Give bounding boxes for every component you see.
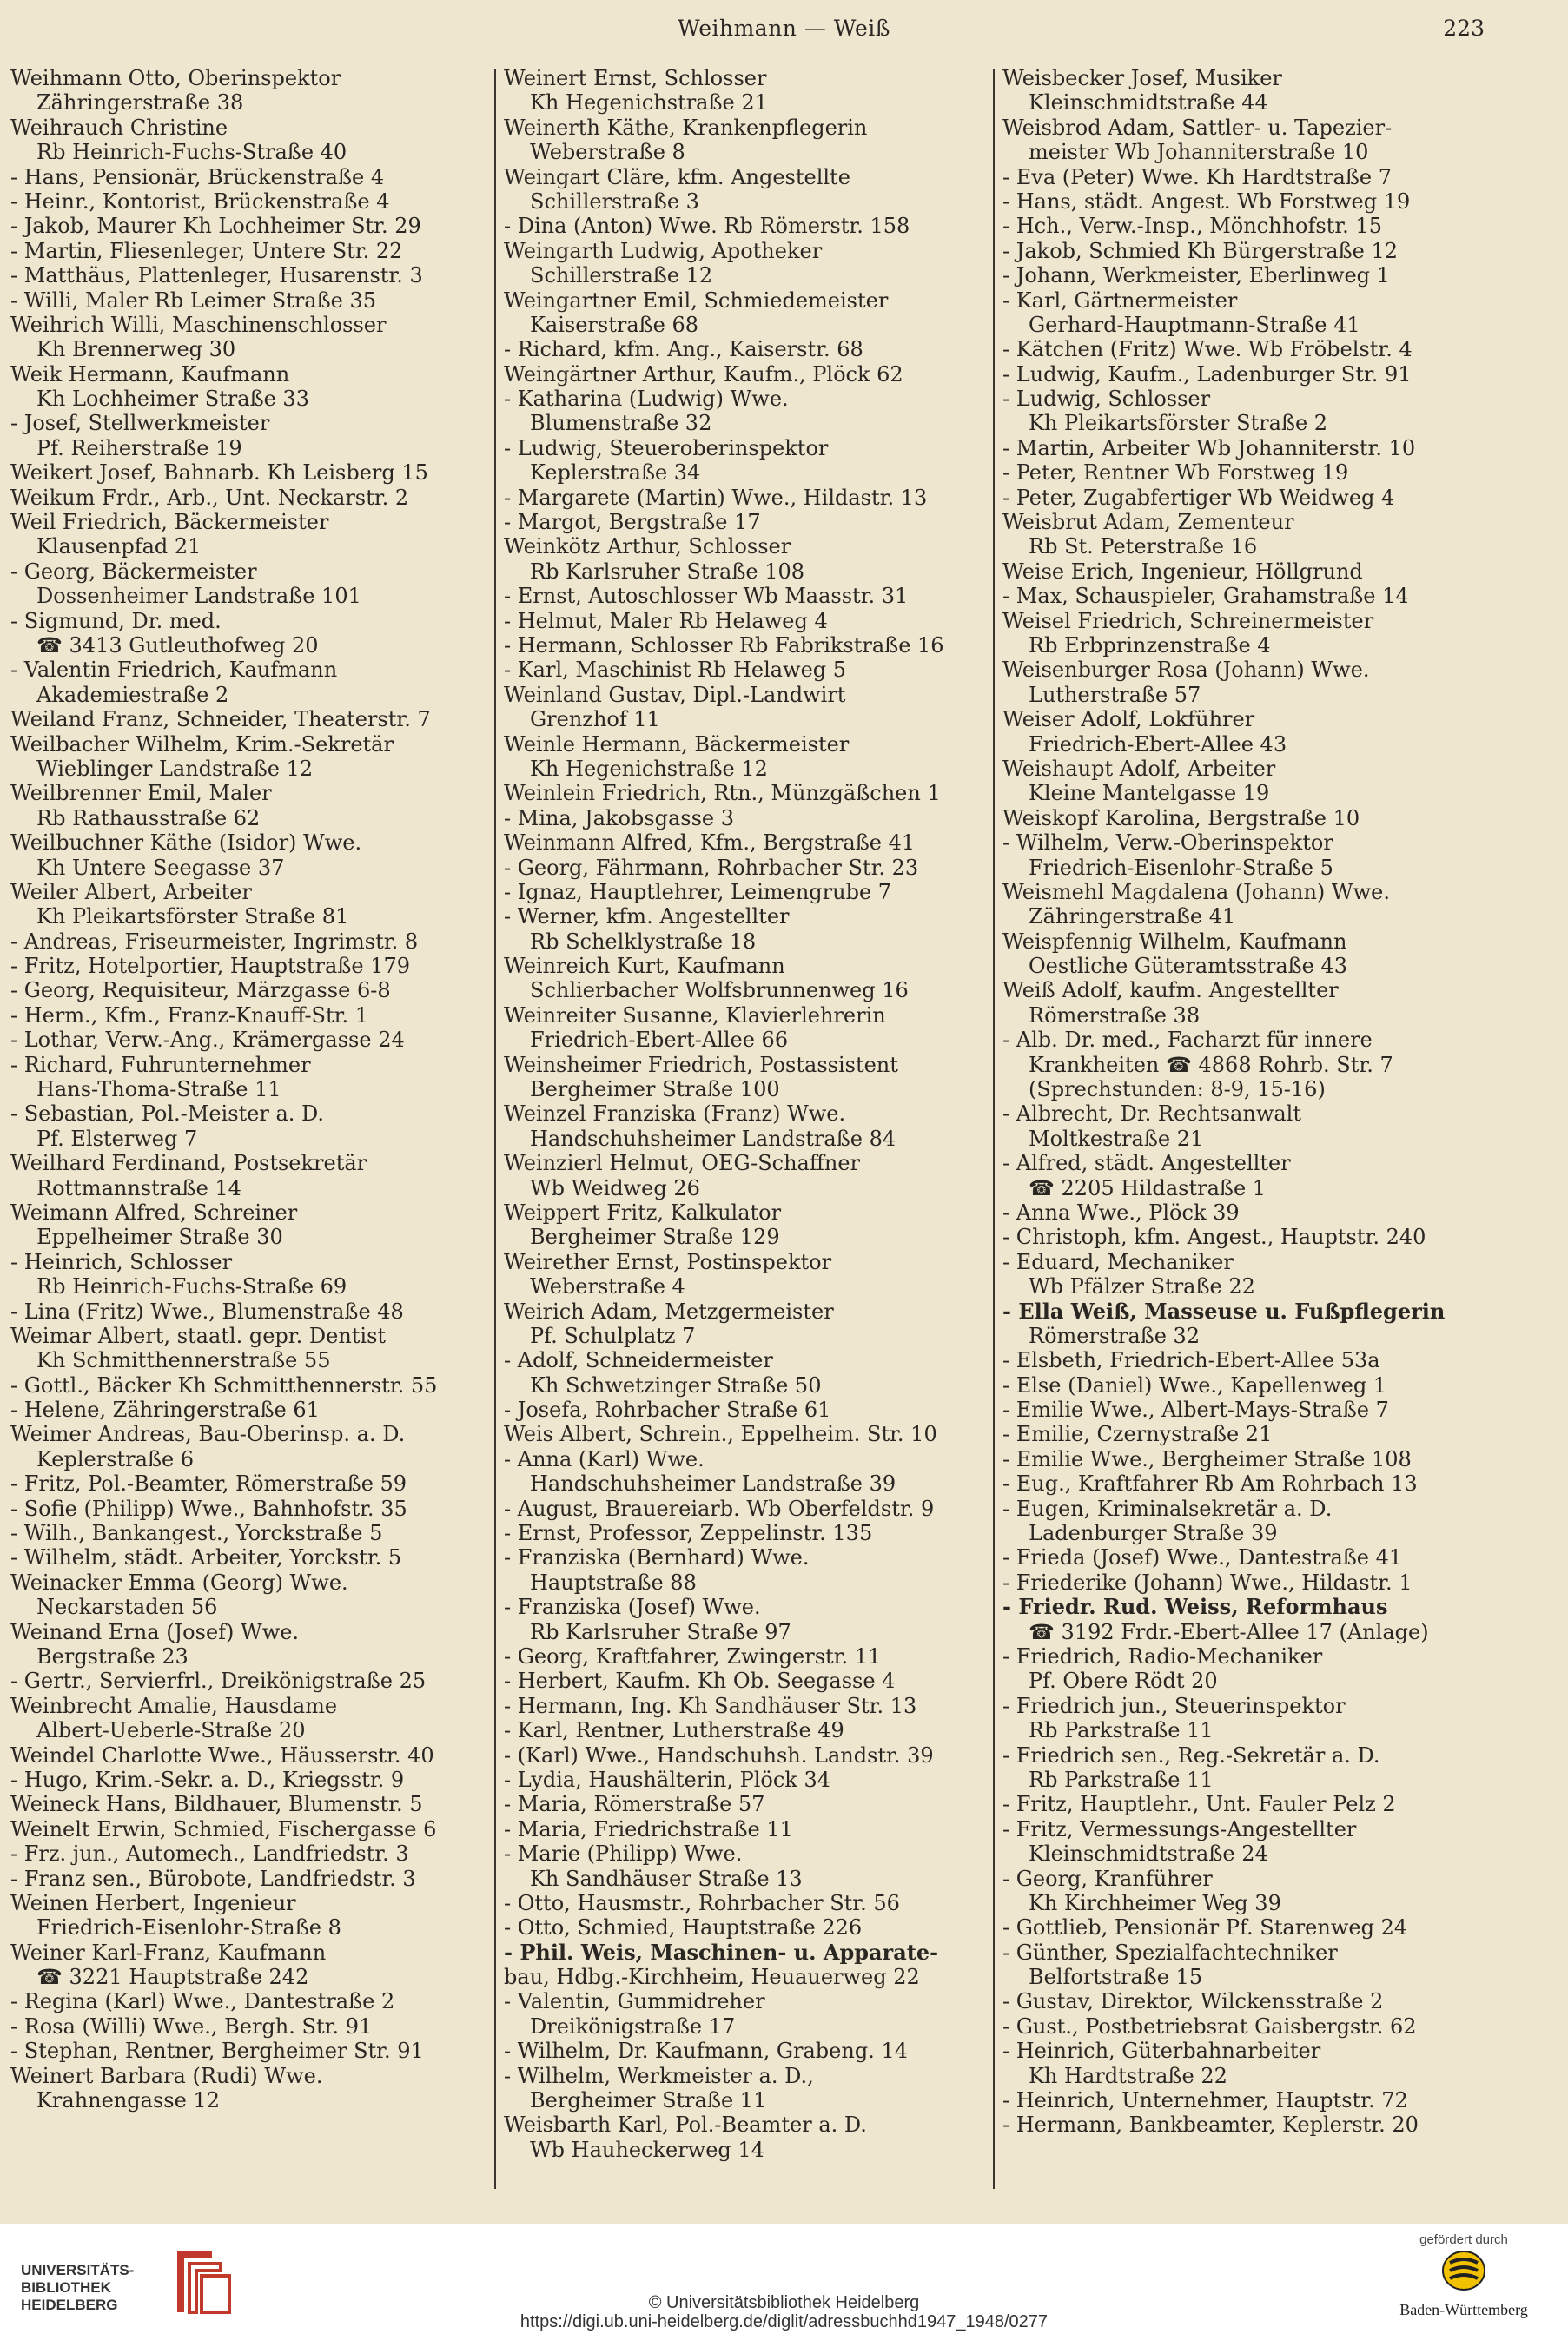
- directory-line: Rb Erbprinzenstraße 4: [1029, 632, 1271, 658]
- directory-line: - Franziska (Bernhard) Wwe.: [504, 1545, 810, 1570]
- directory-line: Pf. Reiherstraße 19: [36, 435, 242, 460]
- directory-line: - Dina (Anton) Wwe. Rb Römerstr. 158: [504, 214, 910, 239]
- directory-line: - Valentin Friedrich, Kaufmann: [10, 658, 338, 683]
- directory-line: Ladenburger Straße 39: [1029, 1521, 1278, 1546]
- directory-line: - Heinrich, Güterbahnarbeiter: [1002, 2039, 1321, 2064]
- directory-line: Weisbecker Josef, Musiker: [1002, 66, 1282, 90]
- directory-line: Keplerstraße 6: [36, 1446, 195, 1471]
- directory-line: - Gust., Postbetriebsrat Gaisbergstr. 62: [1002, 2013, 1417, 2039]
- directory-line: Weinerth Käthe, Krankenpflegerin: [504, 115, 868, 140]
- directory-line: Weiser Adolf, Lokführer: [1002, 707, 1255, 732]
- directory-line: Weineck Hans, Bildhauer, Blumenstr. 5: [10, 1792, 423, 1817]
- directory-line: - Rosa (Willi) Wwe., Bergh. Str. 91: [10, 2013, 373, 2039]
- directory-line: - Else (Daniel) Wwe., Kapellenweg 1: [1002, 1372, 1387, 1398]
- directory-line: Zähringerstraße 41: [1029, 904, 1236, 929]
- directory-line: - Hch., Verw.-Insp., Mönchhofstr. 15: [1002, 214, 1382, 239]
- directory-line: ☎ 3221 Hauptstraße 242: [36, 1965, 309, 1990]
- directory-line: Bergheimer Straße 100: [530, 1077, 780, 1102]
- directory-line: - Jakob, Schmied Kh Bürgerstraße 12: [1002, 238, 1399, 263]
- directory-line: Weisbrut Adam, Zementeur: [1002, 510, 1294, 535]
- directory-line: - Margot, Bergstraße 17: [504, 510, 761, 535]
- directory-line: (Sprechstunden: 8-9, 15-16): [1029, 1077, 1326, 1102]
- permalink[interactable]: https://digi.ub.uni-heidelberg.de/diglit/adressbuchhd1947_1948/0277: [519, 2312, 1049, 2331]
- directory-line: Weirether Ernst, Postinspektor: [504, 1249, 832, 1274]
- directory-line: Kh Lochheimer Straße 33: [36, 387, 309, 412]
- directory-line: - Gustav, Direktor, Wilckensstraße 2: [1002, 1989, 1384, 2014]
- directory-line: - Katharina (Ludwig) Wwe.: [504, 387, 789, 412]
- directory-line: Weinmann Alfred, Kfm., Bergstraße 41: [504, 830, 916, 856]
- directory-line: - Georg, Kraftfahrer, Zwingerstr. 11: [504, 1644, 882, 1669]
- directory-line: Kh Untere Seegasse 37: [36, 855, 285, 880]
- directory-line: Wb Hauheckerweg 14: [530, 2137, 764, 2162]
- directory-line: - Gottlieb, Pensionär Pf. Starenweg 24: [1002, 1915, 1408, 1941]
- directory-line: Rottmannstraße 14: [36, 1175, 241, 1200]
- directory-line: - Johann, Werkmeister, Eberlinweg 1: [1002, 263, 1390, 288]
- directory-line: - Hans, Pensionär, Brückenstraße 4: [10, 164, 385, 189]
- directory-line: - Otto, Hausmstr., Rohrbacher Str. 56: [504, 1890, 900, 1915]
- directory-line: - Georg, Requisiteur, Märzgasse 6-8: [10, 978, 391, 1003]
- directory-line: Pf. Obere Rödt 20: [1029, 1669, 1218, 1694]
- directory-line: - Fritz, Hotelportier, Hauptstraße 179: [10, 954, 411, 979]
- directory-line: Bergheimer Straße 129: [530, 1225, 780, 1250]
- directory-line: Weik Hermann, Kaufmann: [10, 361, 290, 387]
- directory-line: - Lina (Fritz) Wwe., Blumenstraße 48: [10, 1299, 404, 1324]
- directory-line: - Wilhelm, Verw.-Oberinspektor: [1002, 830, 1333, 856]
- directory-line: Weise Erich, Ingenieur, Höllgrund: [1002, 559, 1363, 584]
- directory-line: Dossenheimer Landstraße 101: [36, 584, 361, 609]
- directory-line: Eppelheimer Straße 30: [36, 1225, 283, 1250]
- directory-line: - Elsbeth, Friedrich-Ebert-Allee 53a: [1002, 1348, 1380, 1373]
- directory-line: Kh Schmitthennerstraße 55: [36, 1348, 331, 1373]
- funding-logo[interactable]: [1377, 2232, 1551, 2328]
- directory-line: Rb Parkstraße 11: [1029, 1767, 1214, 1792]
- directory-line: - Emilie Wwe., Bergheimer Straße 108: [1002, 1446, 1412, 1471]
- directory-line: Weisbarth Karl, Pol.-Beamter a. D.: [504, 2113, 867, 2138]
- directory-line: - Gottl., Bäcker Kh Schmitthennerstr. 55: [10, 1372, 438, 1398]
- directory-line: ☎ 2205 Hildastraße 1: [1029, 1175, 1267, 1200]
- library-name-line: BIBLIOTHEK: [21, 2279, 111, 2296]
- directory-line: Rb Heinrich-Fuchs-Straße 69: [36, 1274, 347, 1299]
- directory-line: Wieblinger Landstraße 12: [36, 756, 314, 781]
- column-divider: [993, 69, 995, 2189]
- directory-line: - Wilhelm, Dr. Kaufmann, Grabeng. 14: [504, 2039, 908, 2064]
- directory-line: - Richard, Fuhrunternehmer: [10, 1052, 311, 1077]
- directory-line: Rb Rathausstraße 62: [36, 805, 261, 830]
- directory-line: - Ignaz, Hauptlehrer, Leimengrube 7: [504, 879, 892, 904]
- directory-line: Weimer Andreas, Bau-Oberinsp. a. D.: [10, 1422, 406, 1447]
- directory-line: - Peter, Zugabfertiger Wb Weidweg 4: [1002, 485, 1395, 510]
- directory-line: Blumenstraße 32: [530, 411, 712, 436]
- directory-line: - Hans, städt. Angest. Wb Forstweg 19: [1002, 188, 1411, 214]
- library-name-line: UNIVERSITÄTS-: [21, 2262, 135, 2278]
- directory-line: - Max, Schauspieler, Grahamstraße 14: [1002, 584, 1409, 609]
- directory-line: - Sebastian, Pol.-Meister a. D.: [10, 1101, 325, 1127]
- directory-line: Weiner Karl-Franz, Kaufmann: [10, 1940, 327, 1965]
- directory-line: - Frieda (Josef) Wwe., Dantestraße 41: [1002, 1545, 1403, 1570]
- directory-line: - Richard, kfm. Ang., Kaiserstr. 68: [504, 337, 863, 362]
- directory-line: Kh Schwetzinger Straße 50: [530, 1372, 822, 1398]
- directory-line: - Ludwig, Kaufm., Ladenburger Str. 91: [1002, 361, 1412, 387]
- directory-line: Kh Hardtstraße 22: [1029, 2063, 1227, 2088]
- directory-line: Weindel Charlotte Wwe., Häusserstr. 40: [10, 1742, 434, 1768]
- directory-line: Neckarstaden 56: [36, 1595, 218, 1620]
- directory-line: - Albrecht, Dr. Rechtsanwalt: [1002, 1101, 1301, 1127]
- directory-line: - Valentin, Gummidreher: [504, 1989, 765, 2014]
- directory-line: Schillerstraße 3: [530, 188, 699, 214]
- directory-line: Weinland Gustav, Dipl.-Landwirt: [504, 682, 846, 707]
- directory-line: - Margarete (Martin) Wwe., Hildastr. 13: [504, 485, 928, 510]
- directory-line: Weingarth Ludwig, Apotheker: [504, 238, 823, 263]
- directory-line: - Josefa, Rohrbacher Straße 61: [504, 1398, 831, 1423]
- directory-line: Weisenburger Rosa (Johann) Wwe.: [1002, 658, 1370, 683]
- directory-line: - Frz. jun., Automech., Landfriedstr. 3: [10, 1841, 409, 1867]
- directory-line: - Friedr. Rud. Weiss, Reformhaus: [1002, 1595, 1388, 1620]
- directory-line: Friedrich-Eisenlohr-Straße 8: [36, 1915, 341, 1941]
- directory-line: - Maria, Römerstraße 57: [504, 1792, 765, 1817]
- directory-line: - Georg, Kranführer: [1002, 1866, 1213, 1891]
- directory-line: - Franziska (Josef) Wwe.: [504, 1595, 761, 1620]
- directory-line: Weinacker Emma (Georg) Wwe.: [10, 1570, 348, 1595]
- directory-line: - Hugo, Krim.-Sekr. a. D., Kriegsstr. 9: [10, 1767, 405, 1792]
- directory-line: - Karl, Rentner, Lutherstraße 49: [504, 1718, 844, 1743]
- directory-line: Weiß Adolf, kaufm. Angestellter: [1002, 978, 1339, 1003]
- directory-line: Rb Schelklystraße 18: [530, 929, 757, 954]
- directory-line: - Georg, Bäckermeister: [10, 559, 257, 584]
- directory-line: - Mina, Jakobsgasse 3: [504, 805, 735, 830]
- directory-line: Römerstraße 38: [1029, 1002, 1201, 1028]
- directory-line: - Christoph, kfm. Angest., Hauptstr. 240: [1002, 1225, 1426, 1250]
- directory-line: ☎ 3413 Gutleuthofweg 20: [36, 632, 319, 658]
- directory-line: - Wilhelm, Werkmeister a. D.,: [504, 2063, 814, 2088]
- directory-line: Schillerstraße 12: [530, 263, 713, 288]
- directory-line: - Sofie (Philipp) Wwe., Bahnhofstr. 35: [10, 1496, 407, 1521]
- directory-line: Weinen Herbert, Ingenieur: [10, 1890, 296, 1915]
- directory-line: - Karl, Maschinist Rb Helaweg 5: [504, 658, 847, 683]
- directory-line: Wb Weidweg 26: [530, 1175, 700, 1200]
- directory-line: Kh Pleikartsförster Straße 2: [1029, 411, 1328, 436]
- directory-line: ☎ 3192 Frdr.-Ebert-Allee 17 (Anlage): [1029, 1619, 1429, 1644]
- state-coat-of-arms-icon: [1438, 2247, 1490, 2294]
- directory-line: Rb Parkstraße 11: [1029, 1718, 1214, 1743]
- directory-line: Dreikönigstraße 17: [530, 2013, 736, 2039]
- library-name-line: HEIDELBERG: [21, 2297, 118, 2313]
- directory-line: - Adolf, Schneidermeister: [504, 1348, 773, 1373]
- directory-line: Kh Pleikartsförster Straße 81: [36, 904, 349, 929]
- directory-line: Friedrich-Eisenlohr-Straße 5: [1029, 855, 1333, 880]
- directory-line: Weil Friedrich, Bäckermeister: [10, 510, 329, 535]
- column-divider: [494, 69, 496, 2189]
- directory-line: - Alb. Dr. med., Facharzt für innere: [1002, 1028, 1373, 1053]
- directory-line: Bergheimer Straße 11: [530, 2088, 767, 2113]
- directory-line: - (Karl) Wwe., Handschuhsh. Landstr. 39: [504, 1742, 934, 1768]
- directory-line: Weberstraße 4: [530, 1274, 685, 1299]
- directory-line: Wb Pfälzer Straße 22: [1029, 1274, 1255, 1299]
- directory-line: Handschuhsheimer Landstraße 84: [530, 1126, 896, 1151]
- directory-line: - Regina (Karl) Wwe., Dantestraße 2: [10, 1989, 395, 2014]
- directory-line: Rb Heinrich-Fuchs-Straße 40: [36, 140, 347, 165]
- directory-line: Römerstraße 32: [1029, 1323, 1201, 1348]
- directory-line: - Alfred, städt. Angestellter: [1002, 1151, 1291, 1176]
- directory-line: - Heinrich, Unternehmer, Hauptstr. 72: [1002, 2088, 1408, 2113]
- directory-line: - Anna Wwe., Plöck 39: [1002, 1200, 1240, 1225]
- directory-line: - Franz sen., Bürobote, Landfriedstr. 3: [10, 1866, 416, 1891]
- directory-line: - Emilie, Czernystraße 21: [1002, 1422, 1273, 1447]
- viewer-footer: [0, 2224, 1568, 2334]
- directory-line: Kh Sandhäuser Straße 13: [530, 1866, 803, 1891]
- directory-line: Weinzierl Helmut, OEG-Schaffner: [504, 1151, 861, 1176]
- directory-line: - Fritz, Hauptlehr., Unt. Fauler Pelz 2: [1002, 1792, 1396, 1817]
- directory-line: Kh Hegenichstraße 12: [530, 756, 768, 781]
- directory-line: Krahnengasse 12: [36, 2088, 220, 2113]
- directory-line: Weimann Alfred, Schreiner: [10, 1200, 298, 1225]
- column-1: [10, 66, 489, 2198]
- directory-line: Gerhard-Hauptmann-Straße 41: [1029, 312, 1360, 337]
- directory-line: Weinlein Friedrich, Rtn., Münzgäßchen 1: [504, 781, 941, 806]
- copyright-notice: © Universitätsbibliothek Heidelberg: [648, 2293, 920, 2312]
- directory-line: - Wilhelm, städt. Arbeiter, Yorckstr. 5: [10, 1545, 402, 1570]
- directory-line: Kleinschmidtstraße 44: [1029, 90, 1268, 116]
- directory-line: Kh Brennerweg 30: [36, 337, 236, 362]
- directory-line: - Eugen, Kriminalsekretär a. D.: [1002, 1496, 1333, 1521]
- directory-line: Weikert Josef, Bahnarb. Kh Leisberg 15: [10, 460, 428, 486]
- directory-line: Weiland Franz, Schneider, Theaterstr. 7: [10, 707, 431, 732]
- page-number: 223: [1443, 16, 1485, 41]
- directory-line: Albert-Ueberle-Straße 20: [36, 1718, 306, 1743]
- directory-line: Weinkötz Arthur, Schlosser: [504, 534, 791, 559]
- directory-line: Weinzel Franziska (Franz) Wwe.: [504, 1101, 846, 1127]
- directory-line: - Helene, Zähringerstraße 61: [10, 1398, 320, 1423]
- directory-line: - Willi, Maler Rb Leimer Straße 35: [10, 288, 377, 313]
- directory-line: - Friederike (Johann) Wwe., Hildastr. 1: [1002, 1570, 1413, 1595]
- directory-line: - Ludwig, Schlosser: [1002, 387, 1211, 412]
- directory-line: Weingartner Emil, Schmiedemeister: [504, 288, 889, 313]
- directory-line: Kleinschmidtstraße 24: [1029, 1841, 1268, 1867]
- directory-line: - Eva (Peter) Wwe. Kh Hardtstraße 7: [1002, 164, 1392, 189]
- directory-line: - Eduard, Mechaniker: [1002, 1249, 1234, 1274]
- directory-line: - Georg, Fährmann, Rohrbacher Str. 23: [504, 855, 919, 880]
- directory-line: - Josef, Stellwerkmeister: [10, 411, 270, 436]
- directory-line: - Andreas, Friseurmeister, Ingrimstr. 8: [10, 929, 419, 954]
- directory-line: Weisel Friedrich, Schreinermeister: [1002, 608, 1374, 633]
- directory-line: - Phil. Weis, Maschinen- u. Apparate-: [504, 1940, 939, 1965]
- directory-line: - Maria, Friedrichstraße 11: [504, 1816, 793, 1841]
- directory-line: Klausenpfad 21: [36, 534, 202, 559]
- column-2: [504, 66, 987, 2198]
- directory-line: Weilbacher Wilhelm, Krim.-Sekretär: [10, 731, 394, 757]
- directory-line: Friedrich-Ebert-Allee 43: [1029, 731, 1287, 757]
- directory-line: Weishaupt Adolf, Arbeiter: [1002, 756, 1276, 781]
- directory-line: - Emilie Wwe., Albert-Mays-Straße 7: [1002, 1398, 1389, 1423]
- directory-line: Weinsheimer Friedrich, Postassistent: [504, 1052, 898, 1077]
- directory-line: Friedrich-Ebert-Allee 66: [530, 1028, 789, 1053]
- directory-line: Lutherstraße 57: [1029, 682, 1201, 707]
- directory-line: Weirich Adam, Metzgermeister: [504, 1299, 834, 1324]
- directory-line: - Hermann, Ing. Kh Sandhäuser Str. 13: [504, 1693, 917, 1718]
- directory-line: Weismehl Magdalena (Johann) Wwe.: [1002, 879, 1390, 904]
- directory-line: Weispfennig Wilhelm, Kaufmann: [1002, 929, 1347, 954]
- directory-line: - Peter, Rentner Wb Forstweg 19: [1002, 460, 1349, 486]
- directory-line: Weinbrecht Amalie, Hausdame: [10, 1693, 338, 1718]
- directory-line: - Günther, Spezialfachtechniker: [1002, 1940, 1338, 1965]
- directory-line: Weinert Barbara (Rudi) Wwe.: [10, 2063, 323, 2088]
- directory-line: Pf. Elsterweg 7: [36, 1126, 198, 1151]
- directory-line: - Heinr., Kontorist, Brückenstraße 4: [10, 188, 390, 214]
- directory-line: - Wilh., Bankangest., Yorckstraße 5: [10, 1521, 383, 1546]
- directory-line: - Sigmund, Dr. med.: [10, 608, 222, 633]
- directory-line: Kaiserstraße 68: [530, 312, 699, 337]
- directory-line: Weinreich Kurt, Kaufmann: [504, 954, 785, 979]
- directory-line: - Gertr., Servierfrl., Dreikönigstraße 25: [10, 1669, 427, 1694]
- directory-line: - Marie (Philipp) Wwe.: [504, 1841, 743, 1867]
- directory-line: Oestliche Güteramtsstraße 43: [1029, 954, 1348, 979]
- directory-line: Weinreiter Susanne, Klavierlehrerin: [504, 1002, 886, 1028]
- directory-line: Handschuhsheimer Landstraße 39: [530, 1471, 896, 1497]
- directory-line: Rb Karlsruher Straße 97: [530, 1619, 791, 1644]
- directory-line: - Kätchen (Fritz) Wwe. Wb Fröbelstr. 4: [1002, 337, 1413, 362]
- running-title: Weihmann — Weiß: [678, 16, 890, 41]
- directory-line: Schlierbacher Wolfsbrunnenweg 16: [530, 978, 909, 1003]
- directory-line: Weinelt Erwin, Schmied, Fischergasse 6: [10, 1816, 437, 1841]
- directory-line: - Herm., Kfm., Franz-Knauff-Str. 1: [10, 1002, 368, 1028]
- directory-line: Weihrich Willi, Maschinenschlosser: [10, 312, 387, 337]
- directory-line: Moltkestraße 21: [1029, 1126, 1204, 1151]
- directory-line: Weimar Albert, staatl. gepr. Dentist: [10, 1323, 387, 1348]
- directory-line: Kleine Mantelgasse 19: [1029, 781, 1270, 806]
- directory-line: - Eug., Kraftfahrer Rb Am Rohrbach 13: [1002, 1471, 1418, 1497]
- directory-line: Weinle Hermann, Bäckermeister: [504, 731, 850, 757]
- directory-line: - Ella Weiß, Masseuse u. Fußpflegerin: [1002, 1299, 1446, 1324]
- directory-line: - Heinrich, Schlosser: [10, 1249, 233, 1274]
- directory-line: Weingärtner Arthur, Kaufm., Plöck 62: [504, 361, 903, 387]
- directory-line: - Martin, Fliesenleger, Untere Str. 22: [10, 238, 403, 263]
- directory-line: Weinert Ernst, Schlosser: [504, 66, 767, 90]
- directory-line: - Friedrich, Radio-Mechaniker: [1002, 1644, 1323, 1669]
- directory-line: - Ludwig, Steueroberinspektor: [504, 435, 829, 460]
- directory-line: - Helmut, Maler Rb Helaweg 4: [504, 608, 828, 633]
- directory-line: - Karl, Gärtnermeister: [1002, 288, 1238, 313]
- directory-line: bau, Hdbg.-Kirchheim, Heuauerweg 22: [504, 1965, 920, 1990]
- directory-line: Weihmann Otto, Oberinspektor: [10, 66, 341, 90]
- directory-line: Weilhard Ferdinand, Postsekretär: [10, 1151, 367, 1176]
- directory-line: - Anna (Karl) Wwe.: [504, 1446, 705, 1471]
- directory-line: Weberstraße 8: [530, 140, 685, 165]
- directory-line: - Hermann, Schlosser Rb Fabrikstraße 16: [504, 632, 944, 658]
- directory-line: Pf. Schulplatz 7: [530, 1323, 696, 1348]
- state-name: Baden-Württemberg: [1399, 2301, 1528, 2318]
- directory-line: - Herbert, Kaufm. Kh Ob. Seegasse 4: [504, 1669, 896, 1694]
- directory-line: - Martin, Arbeiter Wb Johanniterstr. 10: [1002, 435, 1416, 460]
- directory-line: Krankheiten ☎ 4868 Rohrb. Str. 7: [1029, 1052, 1393, 1077]
- directory-line: - Stephan, Rentner, Bergheimer Str. 91: [10, 2039, 424, 2064]
- directory-line: Weinand Erna (Josef) Wwe.: [10, 1619, 300, 1644]
- directory-line: Rb Karlsruher Straße 108: [530, 559, 804, 584]
- directory-line: - August, Brauereiarb. Wb Oberfeldstr. 9: [504, 1496, 935, 1521]
- directory-line: Weis Albert, Schrein., Eppelheim. Str. 10: [504, 1422, 937, 1447]
- directory-line: Belfortstraße 15: [1029, 1965, 1203, 1990]
- directory-line: meister Wb Johanniterstraße 10: [1029, 140, 1369, 165]
- directory-line: - Otto, Schmied, Hauptstraße 226: [504, 1915, 863, 1941]
- directory-line: Weiskopf Karolina, Bergstraße 10: [1002, 805, 1360, 830]
- directory-line: Bergstraße 23: [36, 1644, 189, 1669]
- directory-line: Kh Kirchheimer Weg 39: [1029, 1890, 1281, 1915]
- directory-line: - Jakob, Maurer Kh Lochheimer Str. 29: [10, 214, 421, 239]
- directory-line: Weingart Cläre, kfm. Angestellte: [504, 164, 850, 189]
- directory-line: Keplerstraße 34: [530, 460, 701, 486]
- directory-line: Weiler Albert, Arbeiter: [10, 879, 252, 904]
- directory-line: - Friedrich jun., Steuerinspektor: [1002, 1693, 1346, 1718]
- directory-line: Weilbuchner Käthe (Isidor) Wwe.: [10, 830, 362, 856]
- directory-line: - Lothar, Verw.-Ang., Krämergasse 24: [10, 1028, 405, 1053]
- directory-line: - Ernst, Autoschlosser Wb Maasstr. 31: [504, 584, 909, 609]
- directory-line: Grenzhof 11: [530, 707, 660, 732]
- directory-line: - Werner, kfm. Angestellter: [504, 904, 790, 929]
- page-header: [0, 16, 1568, 50]
- directory-line: Rb St. Peterstraße 16: [1029, 534, 1258, 559]
- directory-line: - Lydia, Haushälterin, Plöck 34: [504, 1767, 831, 1792]
- directory-line: Weilbrenner Emil, Maler: [10, 781, 272, 806]
- column-3: [1002, 66, 1489, 2198]
- directory-line: Weihrauch Christine: [10, 115, 228, 140]
- directory-line: Hans-Thoma-Straße 11: [36, 1077, 281, 1102]
- directory-line: Akademiestraße 2: [36, 682, 229, 707]
- funded-by-label: gefördert durch: [1419, 2232, 1508, 2247]
- directory-line: Zähringerstraße 38: [36, 90, 244, 116]
- directory-line: - Ernst, Professor, Zeppelinstr. 135: [504, 1521, 873, 1546]
- directory-line: - Fritz, Pol.-Beamter, Römerstraße 59: [10, 1471, 407, 1497]
- directory-line: - Matthäus, Plattenleger, Husarenstr. 3: [10, 263, 423, 288]
- directory-line: Hauptstraße 88: [530, 1570, 697, 1595]
- directory-line: - Hermann, Bankbeamter, Keplerstr. 20: [1002, 2113, 1419, 2138]
- directory-line: Weippert Fritz, Kalkulator: [504, 1200, 782, 1225]
- directory-line: Weisbrod Adam, Sattler- u. Tapezier-: [1002, 115, 1393, 140]
- directory-line: - Friedrich sen., Reg.-Sekretär a. D.: [1002, 1742, 1380, 1768]
- directory-line: - Fritz, Vermessungs-Angestellter: [1002, 1816, 1357, 1841]
- directory-line: Weikum Frdr., Arb., Unt. Neckarstr. 2: [10, 485, 409, 510]
- directory-line: Kh Hegenichstraße 21: [530, 90, 768, 116]
